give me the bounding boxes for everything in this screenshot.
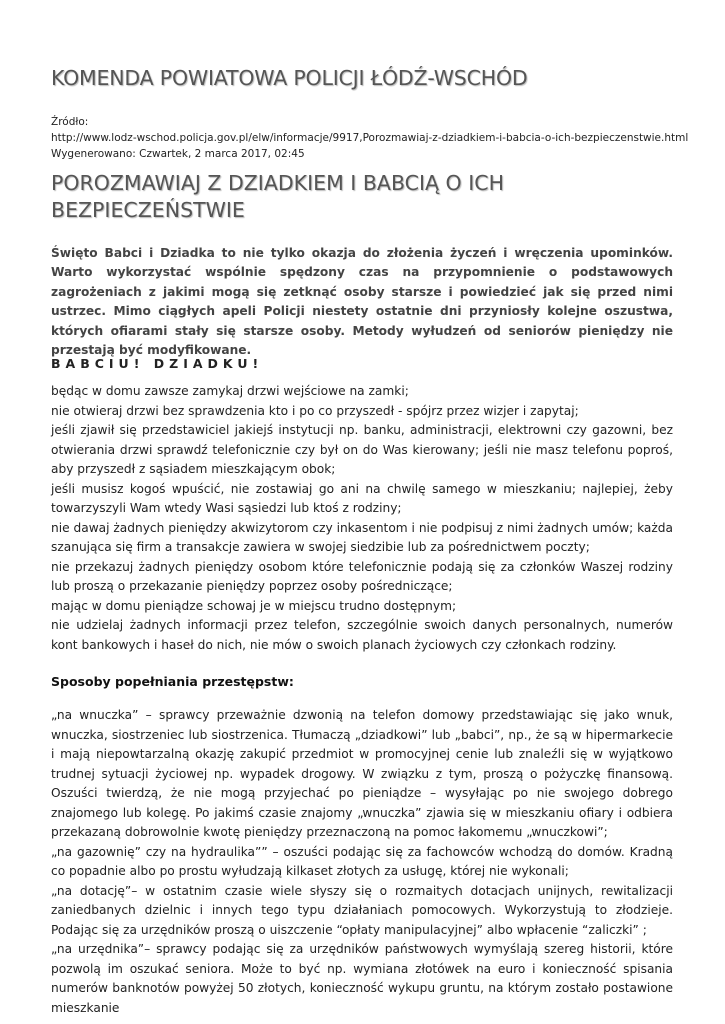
list-item: nie udzielaj żadnych informacji przez telefon, szczególnie swoich danych personalnych, numerów kont bankowych i haseł do nich, nie mów o swoich planach życiowych czy członkach rodziny. bbox=[51, 618, 673, 652]
crime-methods-list bbox=[51, 706, 673, 1018]
list-item: „na urzędnika”– sprawcy podając się za urzędników państwowych wymyślają szereg historii, które pozwolą im oszukać seniora. Może to być np. wymiana złotówek na euro i konieczność spisania numerów banknotów powyżej 50 złotych, konieczność wykupu gruntu, na którym zostało postawione mieszkanie bbox=[51, 942, 673, 1015]
source-label: Źródło: bbox=[51, 116, 89, 128]
safety-tips-list bbox=[51, 382, 673, 655]
article-lead: Święto Babci i Dziadka to nie tylko okazja do złożenia życzeń i wręczenia upominków. Warto wykorzystać wspólnie spędzony czas na przypomnienie o podstawowych zagrożeniach z jakimi mogą się zetknąć osoby starsze i powiedzieć jak się przed nimi ustrzec. Mimo ciągłych apeli Policji niestety ostatnie dni przyniosły kolejne oszustwa, których ofiarami stały się starsze osoby. Metody wyłudzeń od seniorów pieniędzy nie przestają być modyfikowane. bbox=[51, 246, 673, 358]
list-item: „na wnuczka” – sprawcy przeważnie dzwonią na telefon domowy przedstawiając się jako wnuk, wnuczka, siostrzeniec lub siostrzenica. Tłumaczą „dziadkowi” lub „babci”, np., że są w hipermarkecie i mają niepowtarzalną okazję zakupić przedmiot w promocyjnej cenie lub znaleźli się w wyjątkowo trudnej sytuacji życiowej np. wypadek drogowy. W związku z tym, proszą o pożyczkę finansową. Oszuści twierdzą, że nie mogą przyjechać po pieniądze – wysyłając po nie swojego dobrego znajomego lub kolegę. Po jakimś czasie znajomy „wnuczka” zjawia się w mieszkaniu ofiary i odbiera przekazaną dobrowolnie kwotę pieniędzy przeznaczoną na pomoc łakomemu „wnuczkowi”; bbox=[51, 708, 673, 839]
generated-date: Wygenerowano: Czwartek, 2 marca 2017, 02:45 bbox=[51, 148, 305, 160]
list-item: „na dotację”– w ostatnim czasie wiele słyszy się o rozmaitych dotacjach unijnych, rewitalizacji zaniedbanych dzielnic i innych tego typu działaniach pomocowych. Wykorzystują to złodzieje. Podając się za urzędników proszą o uiszczenie “opłaty manipulacyjnej” albo wpłacenie “zaliczki” ; bbox=[51, 883, 673, 937]
list-item: jeśli zjawił się przedstawiciel jakiejś instytucji np. banku, administracji, elektrowni czy gazowni, bez otwierania drzwi sprawdź telefonicznie czy był on do Was kierowany; jeśli nie masz telefonu poproś, aby przyszedł z sąsiadem mieszkającym obok; bbox=[51, 423, 673, 476]
list-item: mając w domu pieniądze schowaj je w miejscu trudno dostępnym; bbox=[51, 598, 457, 613]
list-item: „na gazownię” czy na hydraulika”” – oszuści podając się za fachowców wchodzą do domów. Kradną co popadnie albo po prostu wyłudzają kilkaset złotych za usługę, której nie wykonali; bbox=[51, 844, 673, 878]
site-title: KOMENDA POWIATOWA POLICJI ŁÓDŹ-WSCHÓD bbox=[51, 66, 528, 90]
source-meta bbox=[51, 114, 688, 162]
tips-subheading: BABCIU! DZIADKU! bbox=[51, 356, 264, 371]
source-url[interactable]: http://www.lodz-wschod.policja.gov.pl/elw/informacje/9917,Porozmawiaj-z-dziadkiem-i-babcia-o-ich-bezpieczenstwie.html bbox=[51, 132, 689, 144]
list-item: nie otwieraj drzwi bez sprawdzenia kto i po co przyszedł - spójrz przez wizjer i zapytaj; bbox=[51, 403, 579, 418]
list-item: będąc w domu zawsze zamykaj drzwi wejściowe na zamki; bbox=[51, 384, 409, 398]
list-item: nie przekazuj żadnych pieniędzy osobom które telefonicznie podają się za członków Waszej rodziny lub proszą o przekazanie pieniędzy poprzez osoby pośredniczące; bbox=[51, 559, 673, 593]
article-title: POROZMAWIAJ Z DZIADKIEM I BABCIĄ O ICH BEZPIECZEŃSTWIE bbox=[51, 171, 504, 222]
methods-heading: Sposoby popełniania przestępstw: bbox=[51, 674, 294, 689]
list-item: jeśli musisz kogoś wpuścić, nie zostawiaj go ani na chwilę samego w mieszkaniu; najlepiej, żeby towarzyszyli Wam wtedy Wasi sąsiedzi lub ktoś z rodziny; bbox=[51, 481, 673, 515]
list-item: nie dawaj żadnych pieniędzy akwizytorom czy inkasentom i nie podpisuj z nimi żadnych umów; każda szanująca się firm a transakcje zawiera w swojej siedzibie lub za pośrednictwem poczty; bbox=[51, 520, 673, 554]
